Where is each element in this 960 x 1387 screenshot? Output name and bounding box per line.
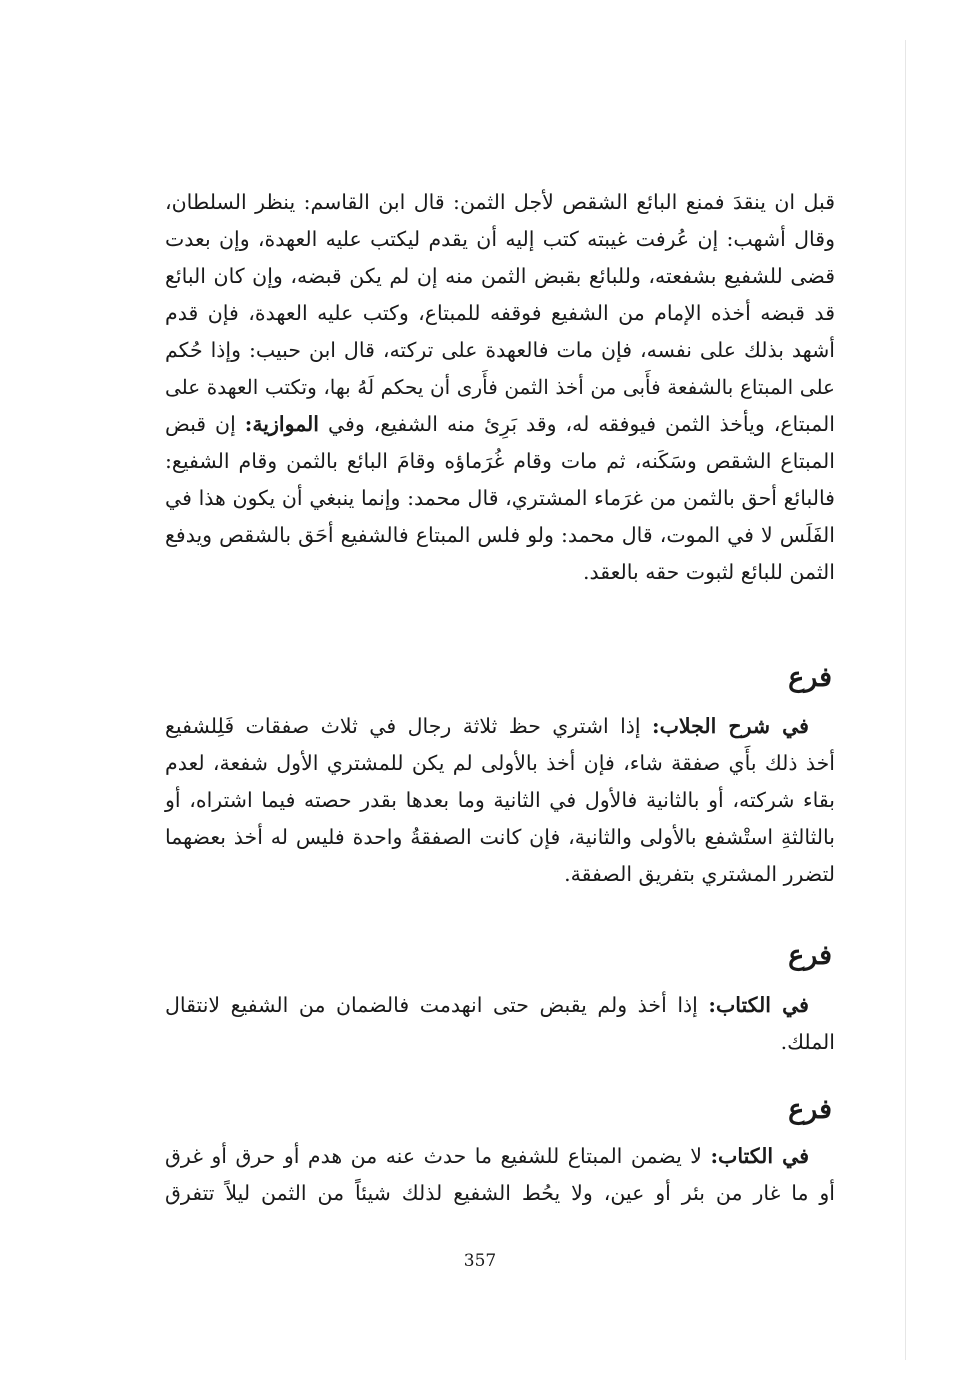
section-heading: فرع <box>788 940 832 971</box>
source-reference: في شرح الجلاب: <box>652 714 809 738</box>
text-line: فالبائع أحق بالثمن من غرَماء المشتري، قال محمد: وإنما ينبغي أن يكون هذا في <box>165 486 835 510</box>
text-line: أشهد بذلك على نفسه، فإن مات فالعهدة على تركته، قال ابن حبيب: وإذا حُكم <box>165 338 835 362</box>
text-line: أخذ ذلك بأَي صفقة شاء، فإن أخذ بالأولى لم يكن للمشتري الأول شفعة، لعدم <box>165 751 835 775</box>
section-3-body <box>165 1138 835 1212</box>
text-line <box>165 708 835 745</box>
section-1-body <box>165 708 835 893</box>
text-segment: إذا اشتري حظ ثلاثة رجال في ثلاث صفقات فَلِلشفيع <box>165 714 641 738</box>
text-line: قبل ان ينقدَ فمنع البائع الشقص لأجل الثمن: قال ابن القاسم: ينظر السلطان، <box>165 190 835 214</box>
text-line: وقال أشهب: إن عُرفت غيبته كتب إليه أن يقدم ليكتب عليه العهدة، وإن بعدت <box>165 227 835 251</box>
paragraph-1 <box>165 184 835 591</box>
section-heading: فرع <box>788 662 832 693</box>
source-reference: في الكتاب: <box>708 993 809 1017</box>
margin-rule <box>905 40 906 1360</box>
text-line: بقاء شركته، أو بالثانية فالأول في الثانية وما بعدها بقدر حصته فيما اشتراه، أو <box>165 788 835 812</box>
text-segment: لا يضمن المبتاع للشفيع ما حدث عنه من هدم أو حرق أو غرق <box>165 1144 702 1168</box>
text-line: أو ما غار من بئر أو عين، ولا يحُط الشفيع لذلك شيئاً من الثمن ليلاً تتفرق <box>165 1181 835 1205</box>
section-2-body <box>165 987 835 1061</box>
section-heading: فرع <box>788 1094 832 1125</box>
text-line: الفَلَس لا في الموت، قال محمد: ولو فلس المبتاع فالشفيع أحَق بالشقص ويدفع <box>165 523 835 547</box>
text-line: المبتاع الشقص وسَكَنه، ثم مات وقام غُرَماؤه وقامَ البائع بالثمن وقام الشفيع: <box>165 449 835 473</box>
text-line: على المبتاع بالشفعة فأَبى من أخذ الثمن فأَرى أن يحكم لَهُ بها، وتكتب العهدة على <box>165 375 835 399</box>
text-line: بالثالثةِ استْشفع بالأولى والثانية، فإن كانت الصفقةُ واحدة فليس له أخذ بعضهما <box>165 825 835 849</box>
text-line: الثمن للبائع لثبوت حقه بالعقد. <box>582 560 835 584</box>
text-line: لتضرر المشتري بتفريق الصفقة. <box>564 862 835 886</box>
source-reference: في الكتاب: <box>710 1144 809 1168</box>
text-line: قضى للشفيع بشفعته، وللبائع بقبض الثمن منه إن لم يكن قبضه، وإن كان البائع <box>165 264 835 288</box>
page-number: 357 <box>463 1251 497 1271</box>
text-segment: المبتاع، ويأخذ الثمن فيوفقه له، وقد بَرِئ منه الشفيع، وفي <box>327 412 835 436</box>
source-reference: الموازية: <box>244 412 319 436</box>
text-line: الملك. <box>780 1030 835 1054</box>
text-line: قد قبضه أخذه الإمام من الشفيع فوقفه للمبتاع، وكتب عليه العهدة، فإن قدم <box>165 301 835 325</box>
text-segment: إذا أخذ ولم يقبض حتى انهدمت فالضمان من الشفيع لانتقال <box>165 993 698 1017</box>
text-line <box>165 406 835 443</box>
text-line <box>165 987 835 1024</box>
text-segment: إن قبض <box>165 412 236 436</box>
text-line <box>165 1138 835 1175</box>
